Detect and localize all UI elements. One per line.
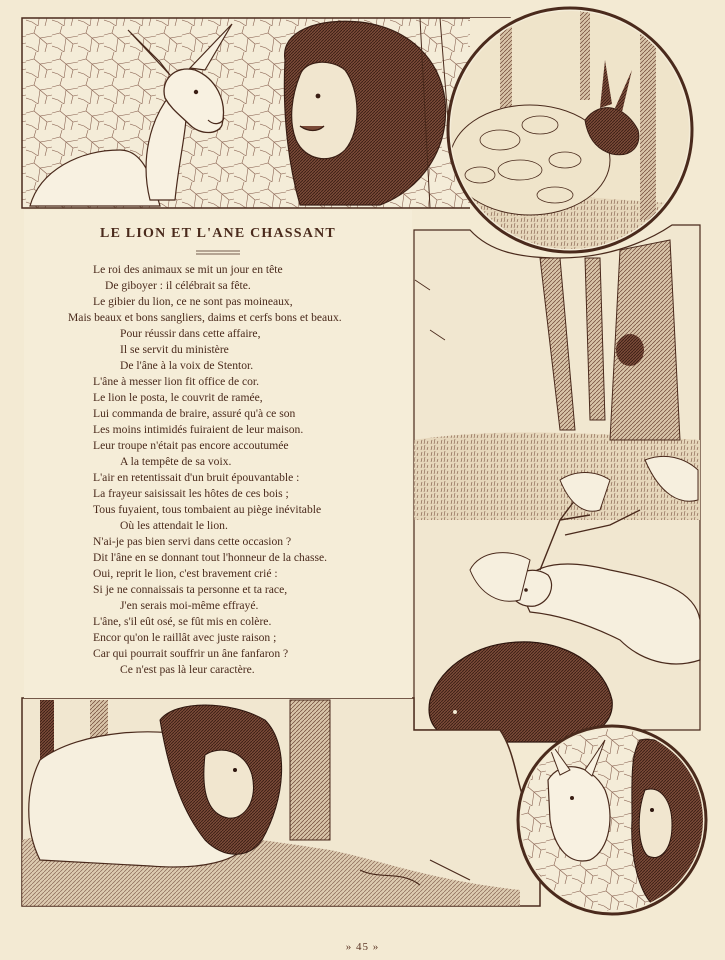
poem-line: Encor qu'on le raillât avec juste raison ; <box>93 631 277 644</box>
poem-line: Si je ne connaissais ta personne et ta race, <box>93 583 288 596</box>
poem-line: Car qui pourrait souffrir un âne fanfaron ? <box>93 647 289 660</box>
poem-line: L'air en retentissait d'un bruit épouvantable : <box>93 471 300 484</box>
poem-line: Tous fuyaient, tous tombaient au piège inévitable <box>93 503 322 516</box>
poem-line: N'ai-je pas bien servi dans cette occasion ? <box>93 535 292 548</box>
right-hunt-panel <box>414 225 700 795</box>
folio-ornament-right: » <box>372 941 380 953</box>
fable-title: LE LION ET L'ANE CHASSANT <box>100 226 336 241</box>
circle-vignette-bottom <box>518 726 710 916</box>
poem-line: Il se servit du ministère <box>120 343 229 356</box>
lion-head-vignette <box>632 740 705 910</box>
poem-line: La frayeur saisissait les hôtes de ces bois ; <box>93 487 289 500</box>
top-panel-donkey-lion <box>22 18 510 208</box>
poem-line: L'âne, s'il eût osé, se fût mis en colère. <box>93 615 272 628</box>
poem-line: Ce n'est pas là leur caractère. <box>120 663 255 676</box>
circle-vignette-top <box>448 8 702 253</box>
poem-line: Oui, reprit le lion, c'est bravement crié : <box>93 567 278 580</box>
poem-line: Dit l'âne en se donnant tout l'honneur de la chasse. <box>93 551 328 564</box>
poem-line: Les moins intimidés fuiraient de leur maison. <box>93 423 304 436</box>
poem-line: A la tempête de sa voix. <box>120 455 232 468</box>
title-ornament-rule <box>196 250 240 255</box>
poem-line: L'âne à messer lion fit office de cor. <box>93 375 260 388</box>
page-number-value: 45 <box>356 941 369 953</box>
folio-ornament-left: » <box>345 941 353 953</box>
poem-line: Mais beaux et bons sangliers, daims et cerfs bons et beaux. <box>68 311 342 324</box>
poem-line: Où les attendait le lion. <box>120 519 228 532</box>
poem-line: Le gibier du lion, ce ne sont pas moineaux, <box>93 295 293 308</box>
poem-line: De l'âne à la voix de Stentor. <box>120 359 254 372</box>
poem-line: Pour réussir dans cette affaire, <box>120 327 261 340</box>
poem-line: De giboyer : il célébrait sa fête. <box>105 279 251 292</box>
poem-line: Le lion le posta, le couvrit de ramée, <box>93 391 263 404</box>
poem-line: Lui commanda de braire, assuré qu'à ce son <box>93 407 296 420</box>
page-number <box>0 941 725 953</box>
poem-line: Leur troupe n'était pas encore accoutumée <box>93 439 289 452</box>
poem-line: J'en serais moi-même effrayé. <box>120 599 259 612</box>
poem-line: Le roi des animaux se mit un jour en tête <box>93 263 283 276</box>
